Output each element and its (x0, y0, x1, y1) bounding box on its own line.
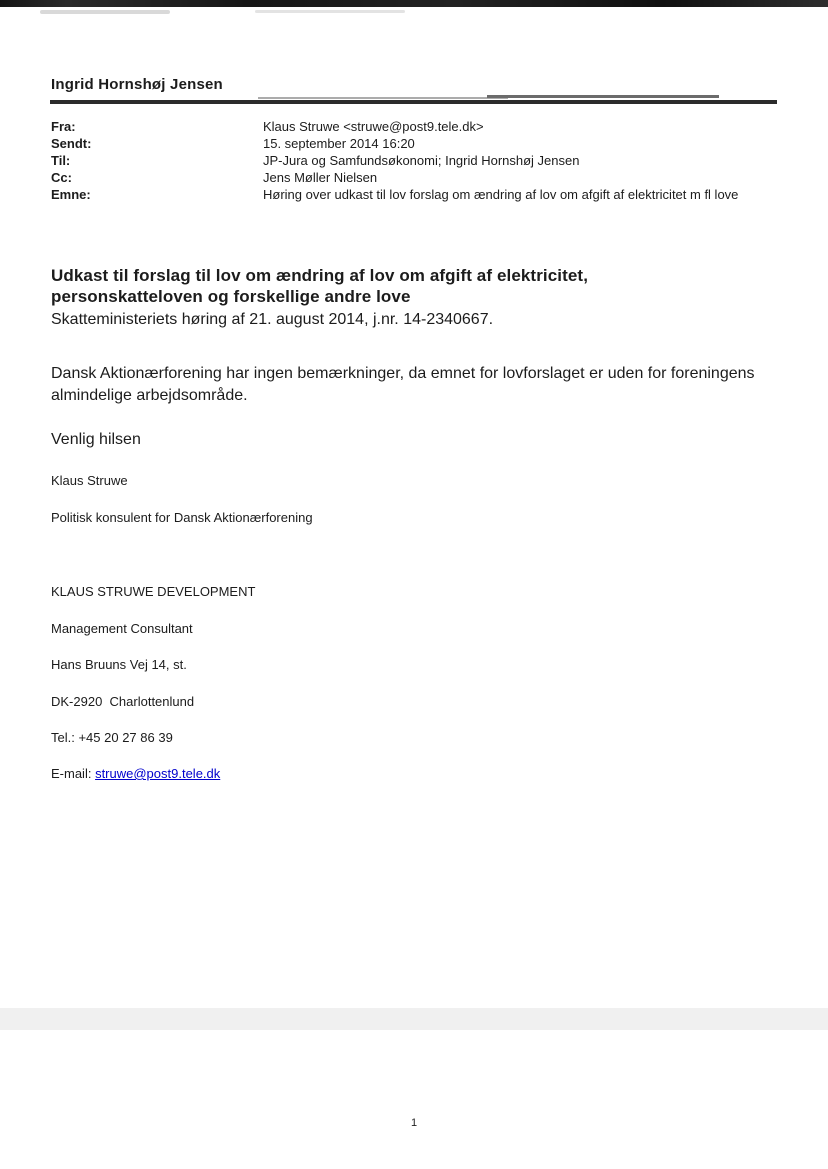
document-title-block (51, 265, 781, 330)
signature-title: Politisk konsulent for Dansk Aktionærforening (51, 510, 313, 525)
header-rule-dash (487, 95, 719, 98)
field-value: Høring over udkast til lov forslag om ændring af lov om afgift af elektricitet m fl love (263, 187, 739, 202)
field-label: Cc: (51, 170, 72, 185)
scan-artifact-top-bar (0, 0, 828, 7)
document-title-line-2: personskatteloven og forskellige andre love (51, 287, 411, 306)
field-label: Emne: (51, 187, 91, 202)
email-address-link[interactable]: struwe@post9.tele.dk (95, 766, 221, 781)
email-field-subject (51, 186, 771, 203)
closing-salute: Venlig hilsen (51, 431, 141, 448)
field-value: 15. september 2014 16:20 (263, 136, 415, 151)
contact-address-line1: Hans Bruuns Vej 14, st. (51, 657, 187, 672)
scan-artifact-smudge (40, 10, 170, 14)
scan-artifact-smudge (255, 10, 405, 13)
page-number: 1 (410, 1117, 418, 1129)
field-value: Klaus Struwe <struwe@post9.tele.dk> (263, 119, 484, 134)
contact-company: KLAUS STRUWE DEVELOPMENT (51, 584, 256, 599)
document-title-line-1: Udkast til forslag til lov om ændring af lov om afgift af elektricitet, (51, 266, 589, 285)
email-field-to (51, 152, 771, 169)
field-label: Til: (51, 153, 71, 168)
header-rule-thin (258, 97, 508, 99)
contact-phone: Tel.: +45 20 27 86 39 (51, 730, 173, 745)
field-value: Jens Møller Nielsen (263, 170, 378, 185)
header-rule (50, 100, 777, 104)
scan-artifact-band (0, 1008, 828, 1030)
body-paragraph: Dansk Aktionærforening har ingen bemærkninger, da emnet for lovforslaget er uden for foreningens almindelige arbejdsområde. (51, 365, 755, 404)
email-field-from (51, 118, 771, 135)
contact-email-label: E-mail: (51, 766, 96, 781)
recipient-name-heading: Ingrid Hornshøj Jensen (51, 76, 223, 93)
field-value: JP-Jura og Samfundsøkonomi; Ingrid Hornshøj Jensen (263, 153, 580, 168)
email-field-sent (51, 135, 771, 152)
field-label: Sendt: (51, 136, 92, 151)
field-label: Fra: (51, 119, 76, 134)
contact-address-line2: DK-2920 Charlottenlund (51, 694, 195, 709)
signature-name: Klaus Struwe (51, 473, 128, 488)
contact-email-line (51, 766, 220, 781)
contact-role: Management Consultant (51, 621, 193, 636)
email-field-cc (51, 169, 771, 186)
email-header-fields (51, 118, 771, 203)
document-subtitle: Skatteministeriets høring af 21. august 2014, j.nr. 14-2340667. (51, 311, 494, 328)
